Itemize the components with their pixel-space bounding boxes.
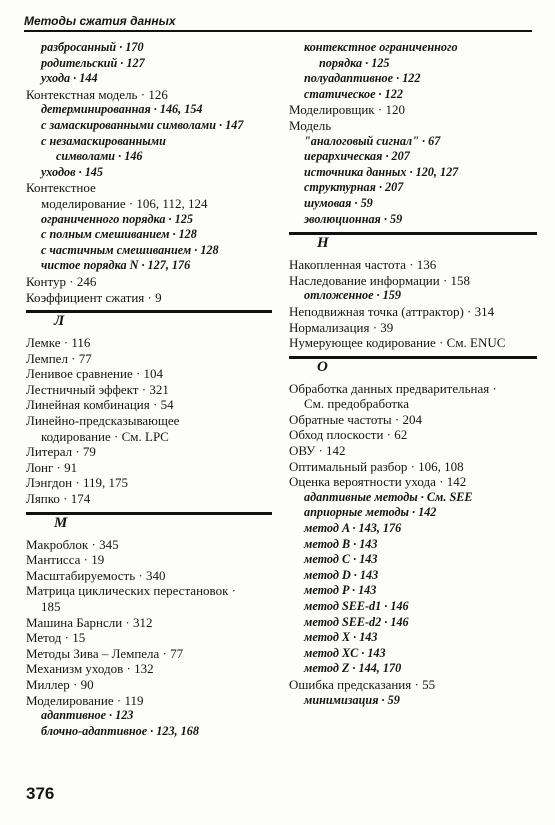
index-subentry: минимизация · 59 <box>304 692 400 707</box>
index-subentry: с частичным смешиванием · 128 <box>41 242 219 257</box>
section-heading <box>26 512 272 534</box>
index-subentry: адаптивные методы · См. SEE <box>304 489 473 504</box>
index-entry: См. предобработка <box>304 396 409 412</box>
index-entry: моделирование · 106, 112, 124 <box>41 195 208 211</box>
index-entry: Лемпел · 77 <box>26 350 92 366</box>
index-entry: Макроблок · 345 <box>26 536 119 552</box>
index-entry: Обход плоскости · 62 <box>289 427 408 443</box>
index-column-right <box>289 40 537 708</box>
index-entry: 185 <box>41 599 61 614</box>
index-entry: Моделировщик · 120 <box>289 102 405 118</box>
index-entry: Нумерующее кодирование · См. ENUC <box>289 335 506 351</box>
index-subentry: метод X · 143 <box>304 630 378 645</box>
index-entry: Механизм уходов · 132 <box>26 661 154 677</box>
index-subentry: эволюционная · 59 <box>304 211 403 226</box>
index-entry: Литерал · 79 <box>26 444 96 460</box>
index-subentry: отложенное · 159 <box>304 288 401 303</box>
index-subentry: "аналоговый сигнал" · 67 <box>304 133 441 148</box>
index-subentry: чистое порядка N · 127, 176 <box>41 258 191 273</box>
index-subentry: с незамаскированными <box>41 133 166 148</box>
section-heading <box>26 310 272 332</box>
index-entry: Лэнгдон · 119, 175 <box>26 475 128 491</box>
index-entry: Методы Зива – Лемпела · 77 <box>26 645 184 661</box>
index-subentry: метод B · 143 <box>304 536 378 551</box>
index-subentry: полуадаптивное · 122 <box>304 71 421 86</box>
index-subentry: метод A · 143, 176 <box>304 521 402 536</box>
index-entry: Контекстная модель · 126 <box>26 86 168 102</box>
index-subentry: иерархическая · 207 <box>304 149 410 164</box>
index-subentry: метод SEE-d2 · 146 <box>304 614 409 629</box>
index-subentry: шумовая · 59 <box>304 195 373 210</box>
index-subentry: метод Z · 144, 170 <box>304 661 402 676</box>
index-entry: Ошибка предсказания · 55 <box>289 676 436 692</box>
index-subentry: порядка · 125 <box>319 55 390 70</box>
index-subentry: уходов · 145 <box>41 164 103 179</box>
index-entry: Матрица циклических перестановок · <box>26 583 236 599</box>
section-heading <box>289 232 537 254</box>
index-subentry: статическое · 122 <box>304 86 403 101</box>
section-letter: М <box>54 514 68 531</box>
index-entry: Машина Барнсли · 312 <box>26 614 153 630</box>
section-letter: Л <box>54 313 65 330</box>
index-entry: Наследование информации · 158 <box>289 272 471 288</box>
index-entry: Обработка данных предварительная · <box>289 380 497 396</box>
index-column-left <box>26 40 272 739</box>
page-number: 376 <box>26 784 55 803</box>
index-entry: Оптимальный разбор · 106, 108 <box>289 458 464 474</box>
index-subentry: детерминированная · 146, 154 <box>41 102 203 117</box>
index-subentry: родительский · 127 <box>41 55 145 70</box>
index-entry: Коэффициент сжатия · 9 <box>26 289 162 305</box>
index-entry: ОВУ · 142 <box>289 443 346 459</box>
index-subentry: структурная · 207 <box>304 180 404 195</box>
index-subentry: ухода · 144 <box>41 71 98 86</box>
index-subentry: метод C · 143 <box>304 552 378 567</box>
index-entry: Линейная комбинация · 54 <box>26 397 174 413</box>
index-entry: Модель <box>289 117 332 133</box>
index-entry: Лонг · 91 <box>26 459 78 475</box>
index-subentry: разбросанный · 170 <box>41 40 144 54</box>
index-subentry: метод P · 143 <box>304 583 377 598</box>
index-subentry: с замаскированными символами · 147 <box>41 117 244 132</box>
index-subentry: метод XC · 143 <box>304 645 386 660</box>
index-subentry: блочно-адаптивное · 123, 168 <box>41 723 199 738</box>
index-subentry: ограниченного порядка · 125 <box>41 211 193 226</box>
index-entry: Миллер · 90 <box>26 676 94 692</box>
index-entry: Лестничный эффект · 321 <box>26 381 169 397</box>
index-entry: Нормализация · 39 <box>289 319 394 335</box>
index-entry: Накопленная частота · 136 <box>289 257 437 273</box>
index-entry: Масштабируемость · 340 <box>26 567 166 583</box>
index-entry: Моделирование · 119 <box>26 692 144 708</box>
index-entry: Контекстное <box>26 180 96 196</box>
index-entry: Линейно-предсказывающее <box>26 413 180 429</box>
index-entry: Ляпко · 174 <box>26 491 91 507</box>
index-entry: Обратные частоты · 204 <box>289 411 422 427</box>
index-subentry: априорные методы · 142 <box>304 505 437 520</box>
index-entry: Мантисса · 19 <box>26 552 105 568</box>
index-subentry: метод D · 143 <box>304 567 379 582</box>
index-entry: Неподвижная точка (аттрактор) · 314 <box>289 303 495 319</box>
index-subentry: символами · 146 <box>56 149 143 164</box>
index-entry: Метод · 15 <box>26 630 86 646</box>
index-subentry: с полным смешиванием · 128 <box>41 227 197 242</box>
running-header: Методы сжатия данных <box>24 14 532 32</box>
section-heading <box>289 356 537 378</box>
section-letter: О <box>317 358 328 375</box>
index-entry: кодирование · См. LPC <box>41 428 169 444</box>
section-letter: Н <box>317 235 329 252</box>
index-subentry: метод SEE-d1 · 146 <box>304 599 409 613</box>
index-subentry: источника данных · 120, 127 <box>304 164 459 179</box>
index-entry: Контур · 246 <box>26 273 97 289</box>
index-entry: Лемке · 116 <box>26 335 91 351</box>
index-entry: Оценка вероятности ухода · 142 <box>289 474 467 490</box>
index-subentry: контекстное ограниченного <box>304 40 458 54</box>
index-subentry: адаптивное · 123 <box>41 708 134 723</box>
index-entry: Ленивое сравнение · 104 <box>26 366 164 382</box>
